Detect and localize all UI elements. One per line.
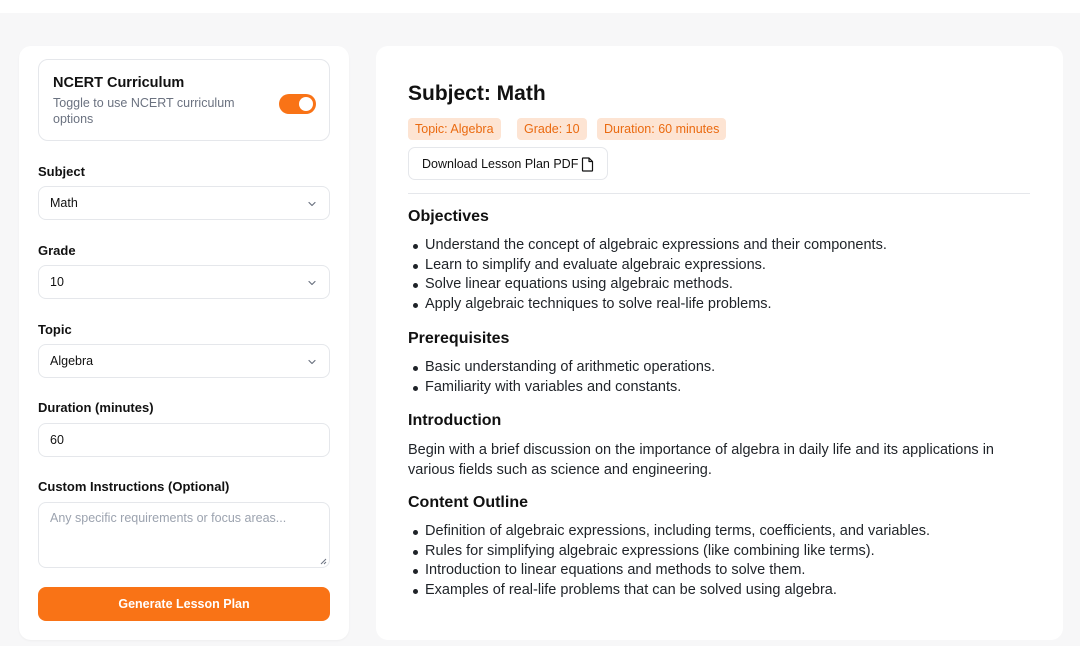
- ncert-card: [38, 59, 330, 141]
- list-item: Solve linear equations using algebraic methods.: [408, 275, 887, 295]
- list-item: Familiarity with variables and constants.: [408, 378, 715, 398]
- prerequisites-list: [408, 358, 715, 397]
- introduction-heading: Introduction: [408, 412, 502, 429]
- chevron-down-icon: [307, 278, 317, 288]
- chevron-down-icon: [307, 199, 317, 209]
- content-outline-list: [408, 522, 930, 601]
- topic-value: Algebra: [50, 354, 94, 368]
- topic-badge: Topic: Algebra: [408, 118, 501, 140]
- list-item: Apply algebraic techniques to solve real-life problems.: [408, 295, 887, 315]
- list-item: Basic understanding of arithmetic operations.: [408, 358, 715, 378]
- list-item: Understand the concept of algebraic expressions and their components.: [408, 236, 887, 256]
- generate-lesson-plan-button[interactable]: Generate Lesson Plan: [38, 587, 330, 621]
- lesson-form-panel: [19, 46, 349, 640]
- topic-select[interactable]: [38, 344, 330, 378]
- list-item: Definition of algebraic expressions, including terms, coefficients, and variables.: [408, 522, 930, 542]
- objectives-heading: Objectives: [408, 208, 489, 225]
- download-pdf-label: Download Lesson Plan PDF: [422, 157, 579, 171]
- subject-select[interactable]: [38, 186, 330, 220]
- prerequisites-heading: Prerequisites: [408, 330, 510, 347]
- grade-badge: Grade: 10: [517, 118, 587, 140]
- ncert-toggle[interactable]: [279, 94, 316, 114]
- app-frame: [0, 13, 1080, 646]
- grade-label: Grade: [38, 243, 76, 258]
- subject-value: Math: [50, 196, 78, 210]
- chevron-down-icon: [307, 357, 317, 367]
- objectives-list: [408, 236, 887, 315]
- custom-instructions-textarea[interactable]: [38, 502, 330, 568]
- list-item: Examples of real-life problems that can be solved using algebra.: [408, 581, 930, 601]
- grade-value: 10: [50, 275, 64, 289]
- content-outline-heading: Content Outline: [408, 494, 528, 511]
- list-item: Introduction to linear equations and methods to solve them.: [408, 561, 930, 581]
- file-icon: [581, 157, 594, 172]
- subject-label: Subject: [38, 164, 85, 179]
- resize-grip-icon[interactable]: [319, 557, 327, 565]
- plan-title: Subject: Math: [408, 82, 546, 105]
- duration-label: Duration (minutes): [38, 400, 154, 415]
- ncert-description: Toggle to use NCERT curriculum options: [53, 96, 235, 126]
- download-pdf-button[interactable]: [408, 147, 608, 180]
- lesson-plan-panel: [376, 46, 1063, 640]
- grade-select[interactable]: [38, 265, 330, 299]
- list-item: Learn to simplify and evaluate algebraic expressions.: [408, 256, 887, 276]
- duration-input[interactable]: [38, 423, 330, 457]
- toggle-knob: [299, 97, 313, 111]
- duration-value: 60: [50, 433, 64, 447]
- introduction-text: Begin with a brief discussion on the importance of algebra in daily life and its applications in various fields such as science and engineering.: [408, 442, 994, 478]
- ncert-title: NCERT Curriculum: [53, 75, 185, 91]
- custom-instructions-label: Custom Instructions (Optional): [38, 479, 230, 494]
- topic-label: Topic: [38, 322, 72, 337]
- list-item: Rules for simplifying algebraic expressions (like combining like terms).: [408, 542, 930, 562]
- custom-instructions-placeholder: Any specific requirements or focus areas...: [50, 511, 287, 525]
- duration-badge: Duration: 60 minutes: [597, 118, 726, 140]
- divider: [408, 193, 1030, 194]
